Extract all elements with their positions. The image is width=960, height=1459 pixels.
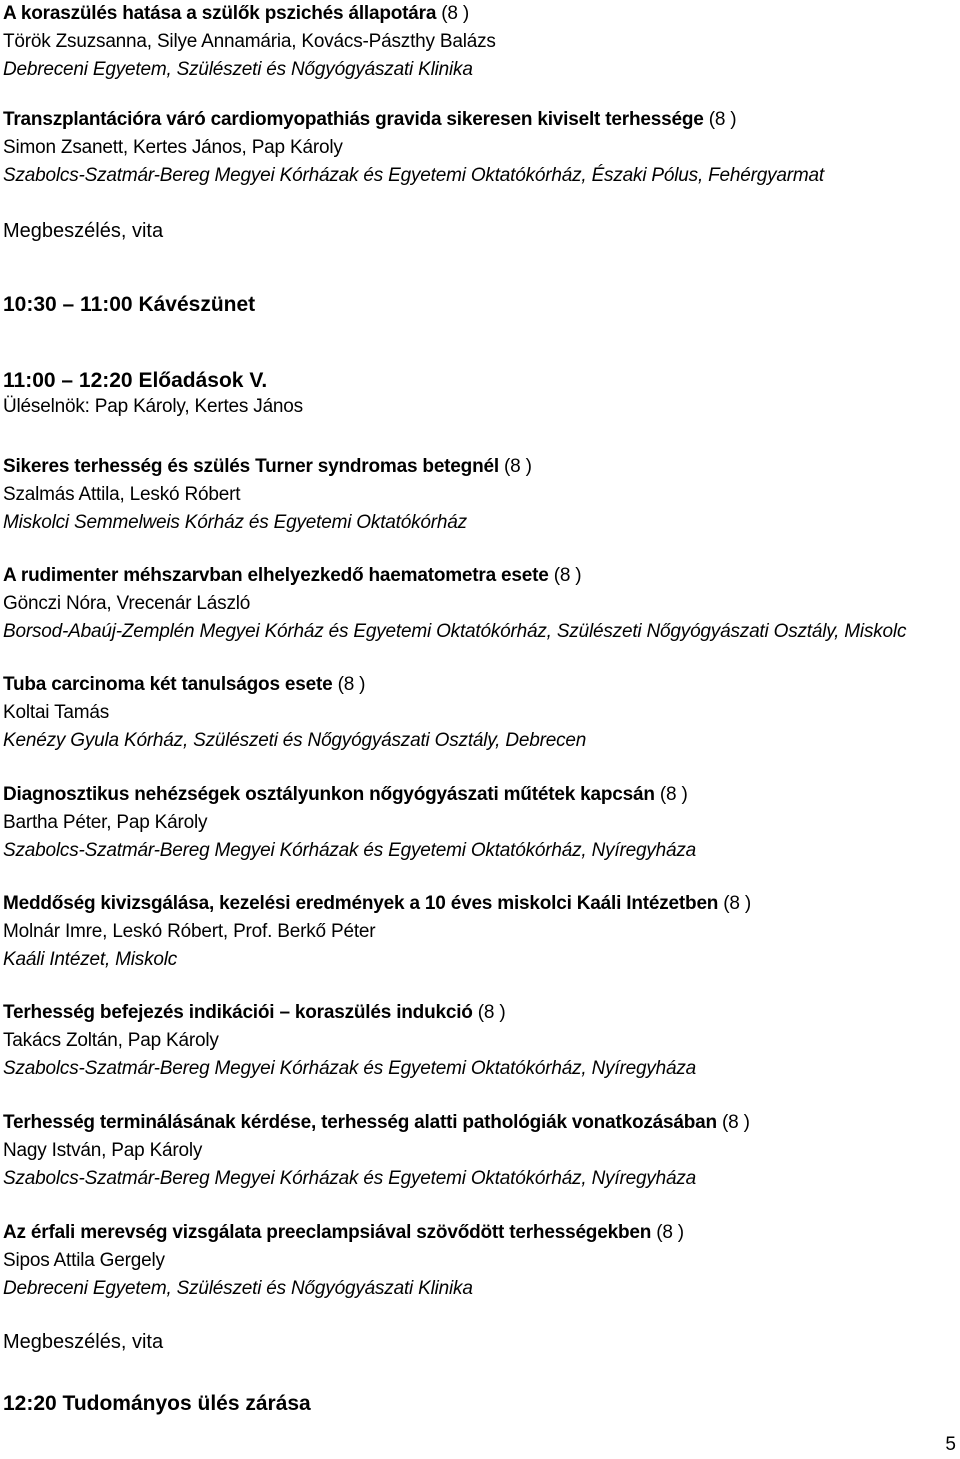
talk-duration: (8 ) xyxy=(718,893,751,914)
discussion-label xyxy=(3,1328,956,1356)
talk-duration: (8 ) xyxy=(651,1222,684,1243)
coffee-break xyxy=(3,290,956,320)
talk-authors: Szalmás Attila, Leskó Róbert xyxy=(3,484,241,505)
talk-title-line xyxy=(3,106,956,134)
talk-title-line xyxy=(3,0,956,28)
talk-duration: (8 ) xyxy=(332,674,366,695)
talk-duration: (8 ) xyxy=(472,1002,506,1023)
talk-institution: Debreceni Egyetem, Szülészeti és Nőgyógyászati Klinika xyxy=(3,1278,473,1299)
talk-item xyxy=(3,999,956,1083)
talk-title: A rudimenter méhszarvban elhelyezkedő haematometra esete xyxy=(3,565,549,586)
talk-institution: Szabolcs-Szatmár-Bereg Megyei Kórházak és Egyetemi Oktatókórház, Nyíregyháza xyxy=(3,1168,697,1189)
talk-item xyxy=(3,781,956,865)
session-title: 11:00 – 12:20 Előadások V. xyxy=(3,369,268,392)
talk-duration: (8 ) xyxy=(703,109,737,130)
coffee-break-text: 10:30 – 11:00 Kávészünet xyxy=(3,293,256,316)
talk-authors: Simon Zsanett, Kertes János, Pap Károly xyxy=(3,137,343,158)
talk-title: Terhesség terminálásának kérdése, terhesség alatti pathológiák vonatkozásában xyxy=(3,1112,717,1133)
talk-title-line xyxy=(3,1109,956,1137)
talk-item xyxy=(3,453,956,537)
page-number: 5 xyxy=(945,1434,956,1455)
discussion-text: Megbeszélés, vita xyxy=(3,1331,164,1353)
talk-title: Transzplantációra váró cardiomyopathiás gravida sikeresen kiviselt terhessége xyxy=(3,109,704,130)
talk-title-line xyxy=(3,1219,956,1247)
session-chairs: Üléselnök: Pap Károly, Kertes János xyxy=(3,396,303,417)
talk-authors: Koltai Tamás xyxy=(3,702,110,723)
talk-authors: Gönczi Nóra, Vrecenár László xyxy=(3,593,251,614)
talk-duration: (8 ) xyxy=(716,1112,750,1133)
talk-title-line xyxy=(3,453,956,481)
talk-authors: Molnár Imre, Leskó Róbert, Prof. Berkő Péter xyxy=(3,921,376,942)
talk-institution: Szabolcs-Szatmár-Bereg Megyei Kórházak és Egyetemi Oktatókórház, Északi Pólus, Fehérgyarmat xyxy=(3,165,824,186)
talk-title: Meddőség kivizsgálása, kezelési eredmények a 10 éves miskolci Kaáli Intézetben xyxy=(3,893,719,914)
talk-title-line xyxy=(3,671,956,699)
talk-authors: Takács Zoltán, Pap Károly xyxy=(3,1030,219,1051)
talk-title-line xyxy=(3,781,956,809)
talk-authors: Sipos Attila Gergely xyxy=(3,1250,165,1271)
talk-duration: (8 ) xyxy=(436,3,469,24)
talk-title-line xyxy=(3,999,956,1027)
discussion-text: Megbeszélés, vita xyxy=(3,220,164,242)
closing-line xyxy=(3,1389,956,1419)
talk-title: Sikeres terhesség és szülés Turner syndromas betegnél xyxy=(3,456,499,477)
talk-item xyxy=(3,0,956,84)
talk-item xyxy=(3,1219,956,1303)
talk-institution: Kaáli Intézet, Miskolc xyxy=(3,949,178,970)
talk-item xyxy=(3,1109,956,1193)
talk-institution: Szabolcs-Szatmár-Bereg Megyei Kórházak és Egyetemi Oktatókórház, Nyíregyháza xyxy=(3,1058,697,1079)
talk-title: Tuba carcinoma két tanulságos esete xyxy=(3,674,333,695)
talk-duration: (8 ) xyxy=(498,456,532,477)
talk-authors: Török Zsuzsanna, Silye Annamária, Kovács-Pászthy Balázs xyxy=(3,31,496,52)
talk-item xyxy=(3,562,956,646)
talk-duration: (8 ) xyxy=(548,565,582,586)
talk-item xyxy=(3,671,956,755)
talk-institution: Borsod-Abaúj-Zemplén Megyei Kórház és Egyetemi Oktatókórház, Szülészeti Nőgyógyászati Osztály, Miskolc xyxy=(3,621,907,642)
discussion-label xyxy=(3,217,956,245)
closing-text: 12:20 Tudományos ülés zárása xyxy=(3,1392,311,1415)
session-header xyxy=(3,366,956,421)
talk-item xyxy=(3,106,956,190)
talk-institution: Kenézy Gyula Kórház, Szülészeti és Nőgyógyászati Osztály, Debrecen xyxy=(3,730,587,751)
talk-authors: Nagy István, Pap Károly xyxy=(3,1140,203,1161)
talk-title: Az érfali merevség vizsgálata preeclampsiával szövődött terhességekben xyxy=(3,1222,652,1243)
talk-institution: Miskolci Semmelweis Kórház és Egyetemi Oktatókórház xyxy=(3,512,467,533)
talk-authors: Bartha Péter, Pap Károly xyxy=(3,812,208,833)
talk-title-line xyxy=(3,562,956,590)
talk-title-line xyxy=(3,890,956,918)
talk-title: Terhesség befejezés indikációi – koraszülés indukció xyxy=(3,1002,473,1023)
talk-institution: Szabolcs-Szatmár-Bereg Megyei Kórházak és Egyetemi Oktatókórház, Nyíregyháza xyxy=(3,840,697,861)
talk-title: A koraszülés hatása a szülők pszichés állapotára xyxy=(3,3,437,24)
talk-institution: Debreceni Egyetem, Szülészeti és Nőgyógyászati Klinika xyxy=(3,59,473,80)
talk-title: Diagnosztikus nehézségek osztályunkon nőgyógyászati műtétek kapcsán xyxy=(3,784,655,805)
talk-duration: (8 ) xyxy=(654,784,688,805)
talk-item xyxy=(3,890,956,974)
